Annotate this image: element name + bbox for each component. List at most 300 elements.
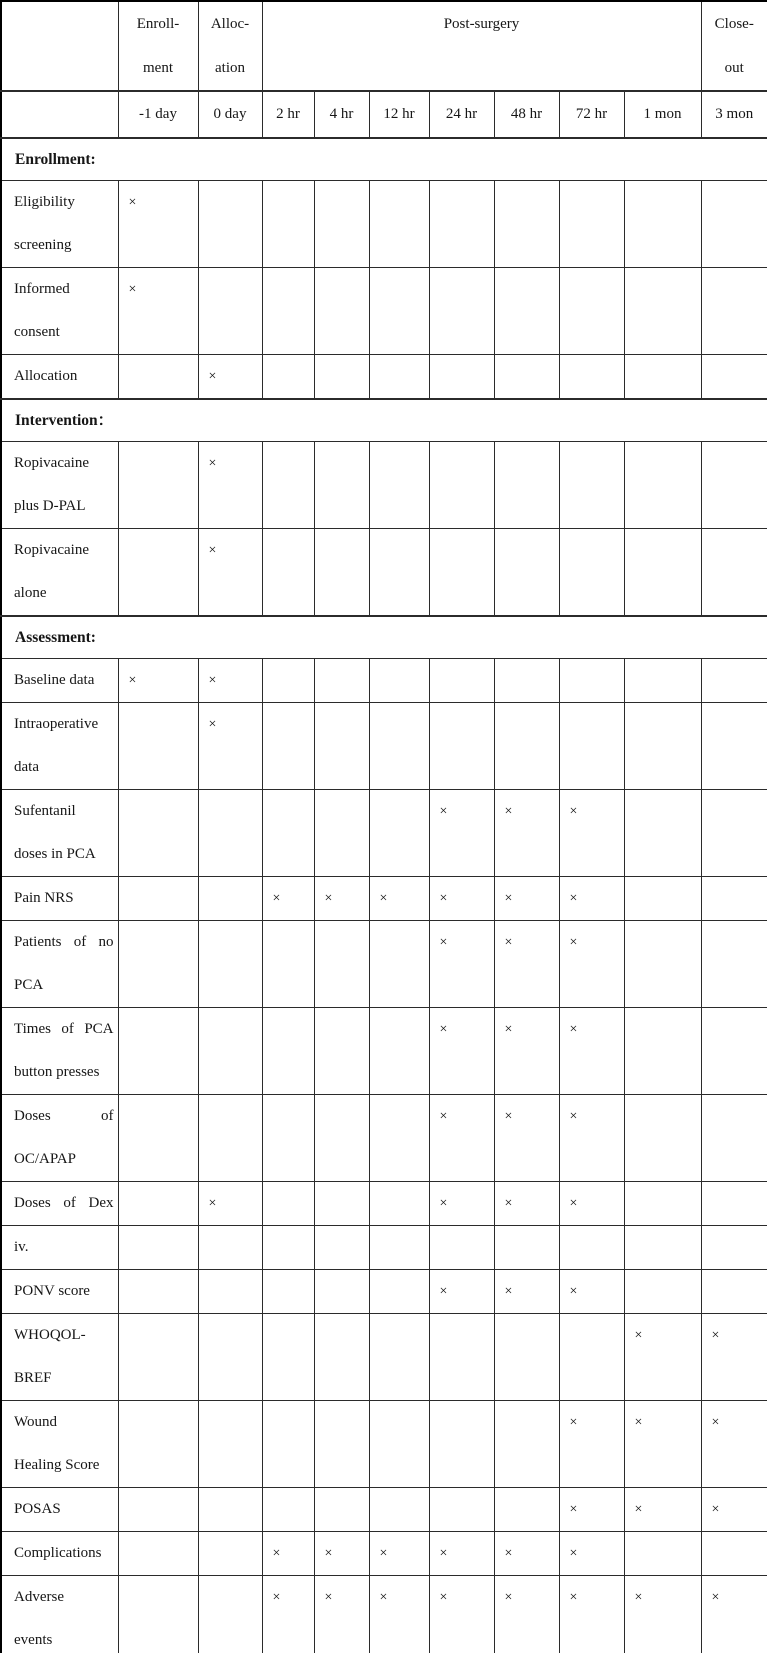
- x-mark: ×: [569, 1196, 578, 1211]
- mark-cell-48-hr: [494, 1270, 559, 1314]
- mark-cell-2-hr: [262, 877, 314, 921]
- x-mark: ×: [504, 804, 513, 819]
- table-row-adverse-events: [1, 1576, 767, 1653]
- empty-cell: [314, 268, 369, 355]
- section-header-assessment: [1, 616, 767, 659]
- table-row-ropivacaine-plus-d-pal: [1, 442, 767, 529]
- empty-cell: [559, 1314, 624, 1401]
- mark-cell-4-hr: [314, 877, 369, 921]
- empty-cell: [369, 1314, 429, 1401]
- x-mark: ×: [439, 1022, 448, 1037]
- section-label: Assessment:: [15, 629, 96, 646]
- empty-cell: [494, 181, 559, 268]
- empty-cell: [118, 877, 198, 921]
- row-label-line: iv.: [14, 1239, 29, 1255]
- empty-cell: [624, 1226, 701, 1270]
- row-label-line: Times of PCA: [14, 1021, 114, 1037]
- time-label: 3 mon: [715, 106, 754, 122]
- empty-cell: [262, 1401, 314, 1488]
- empty-cell: [701, 790, 767, 877]
- mark-cell-24-hr: [429, 1182, 494, 1226]
- empty-cell: [262, 1314, 314, 1401]
- empty-cell: [624, 877, 701, 921]
- empty-cell: [314, 1314, 369, 1401]
- mark-cell-0-day: [198, 703, 262, 790]
- empty-cell: [118, 442, 198, 529]
- empty-cell: [494, 1226, 559, 1270]
- empty-cell: [559, 1226, 624, 1270]
- mark-cell-72-hr: [559, 1488, 624, 1532]
- time-label: 2 hr: [276, 106, 300, 122]
- empty-cell: [198, 877, 262, 921]
- empty-cell: [624, 1095, 701, 1182]
- row-label-pain-nrs: [1, 877, 118, 921]
- row-label-line: Doses of: [14, 1108, 114, 1124]
- table-row-patients-of-no-pca: [1, 921, 767, 1008]
- empty-cell: [314, 790, 369, 877]
- row-label-complications: [1, 1532, 118, 1576]
- empty-cell: [118, 703, 198, 790]
- mark-cell-4-hr: [314, 1576, 369, 1653]
- mark-cell-72-hr: [559, 921, 624, 1008]
- empty-cell: [369, 529, 429, 617]
- x-mark: ×: [324, 1546, 333, 1561]
- section-header-enrollment: [1, 138, 767, 181]
- empty-cell: [624, 1270, 701, 1314]
- empty-cell: [624, 268, 701, 355]
- time-header-3-mon: [701, 91, 767, 138]
- x-mark: ×: [569, 1109, 578, 1124]
- x-mark: ×: [504, 935, 513, 950]
- x-mark: ×: [634, 1590, 643, 1605]
- row-label-line: plus D-PAL: [14, 498, 86, 514]
- empty-cell: [369, 268, 429, 355]
- empty-cell: [494, 355, 559, 400]
- empty-cell: [118, 1532, 198, 1576]
- mark-cell-3-mon: [701, 1314, 767, 1401]
- row-label-line: doses in PCA: [14, 846, 96, 862]
- x-mark: ×: [272, 891, 281, 906]
- empty-cell: [118, 1488, 198, 1532]
- empty-cell: [314, 1401, 369, 1488]
- empty-cell: [559, 659, 624, 703]
- empty-cell: [198, 1532, 262, 1576]
- empty-cell: [429, 442, 494, 529]
- empty-cell: [494, 703, 559, 790]
- mark-cell-0-day: [198, 529, 262, 617]
- x-mark: ×: [711, 1328, 720, 1343]
- empty-cell: [701, 1008, 767, 1095]
- x-mark: ×: [324, 891, 333, 906]
- mark-cell-72-hr: [559, 790, 624, 877]
- section-row-intervention: [1, 399, 767, 442]
- x-mark: ×: [569, 935, 578, 950]
- row-label-informed-consent: [1, 268, 118, 355]
- x-mark: ×: [208, 673, 217, 688]
- empty-cell: [369, 659, 429, 703]
- table-row-iv: [1, 1226, 767, 1270]
- mark-cell-48-hr: [494, 877, 559, 921]
- x-mark: ×: [208, 717, 217, 732]
- empty-cell: [559, 355, 624, 400]
- mark-cell-72-hr: [559, 1401, 624, 1488]
- row-label-line: Pain NRS: [14, 890, 74, 906]
- time-label: 12 hr: [383, 106, 415, 122]
- empty-cell: [701, 659, 767, 703]
- table-row-intraoperative-data: [1, 703, 767, 790]
- section-row-enrollment: [1, 138, 767, 181]
- x-mark: ×: [272, 1590, 281, 1605]
- x-mark: ×: [569, 891, 578, 906]
- stage-label-line: out: [724, 60, 744, 76]
- row-label-sufentanil-doses-in-pca: [1, 790, 118, 877]
- x-mark: ×: [379, 1546, 388, 1561]
- empty-cell: [198, 1270, 262, 1314]
- time-header-row: [1, 91, 767, 138]
- row-label-iv: [1, 1226, 118, 1270]
- empty-cell: [494, 268, 559, 355]
- row-label-line: Doses of Dex: [14, 1195, 114, 1211]
- time-label: 48 hr: [510, 106, 543, 122]
- mark-cell-4-hr: [314, 1532, 369, 1576]
- row-label-line: Patients of no: [14, 934, 114, 950]
- row-label-line: alone: [14, 585, 47, 601]
- empty-cell: [369, 1008, 429, 1095]
- x-mark: ×: [569, 1415, 578, 1430]
- empty-cell: [429, 529, 494, 617]
- table-row-times-of-pca-button-presses: [1, 1008, 767, 1095]
- x-mark: ×: [504, 1196, 513, 1211]
- x-mark: ×: [569, 1022, 578, 1037]
- empty-cell: [494, 1401, 559, 1488]
- table-row-doses-of-dex: [1, 1182, 767, 1226]
- x-mark: ×: [208, 1196, 217, 1211]
- empty-cell: [262, 1182, 314, 1226]
- stage-header-post-surgery: [262, 1, 701, 91]
- row-label-patients-of-no-pca: [1, 921, 118, 1008]
- time-header-2-hr: [262, 91, 314, 138]
- mark-cell-24-hr: [429, 921, 494, 1008]
- stage-header-enroll-ment: [118, 1, 198, 91]
- empty-cell: [262, 921, 314, 1008]
- table-row-sufentanil-doses-in-pca: [1, 790, 767, 877]
- stage-header-row: [1, 1, 767, 91]
- mark-cell-1-mon: [624, 1314, 701, 1401]
- x-mark: ×: [711, 1502, 720, 1517]
- empty-cell: [624, 1182, 701, 1226]
- time-label: -1 day: [139, 106, 177, 122]
- empty-cell: [369, 355, 429, 400]
- empty-cell: [701, 529, 767, 617]
- mark-cell-3-mon: [701, 1401, 767, 1488]
- time-header-72-hr: [559, 91, 624, 138]
- time-header-4-hr: [314, 91, 369, 138]
- empty-cell: [701, 1095, 767, 1182]
- empty-cell: [624, 529, 701, 617]
- row-label-line: Complications: [14, 1545, 102, 1561]
- empty-cell: [198, 1401, 262, 1488]
- mark-cell-72-hr: [559, 1182, 624, 1226]
- row-label-line: WHOQOL-: [14, 1327, 86, 1343]
- empty-cell: [559, 268, 624, 355]
- x-mark: ×: [711, 1590, 720, 1605]
- empty-cell: [314, 1270, 369, 1314]
- empty-cell: [429, 1314, 494, 1401]
- empty-cell: [701, 1532, 767, 1576]
- row-label-line: screening: [14, 237, 72, 253]
- mark-cell-1-mon: [624, 1576, 701, 1653]
- mark-cell-0-day: [198, 355, 262, 400]
- empty-cell: [314, 1008, 369, 1095]
- stage-label-line: Close-: [714, 16, 754, 32]
- empty-cell: [118, 1401, 198, 1488]
- section-label: Enrollment:: [15, 151, 96, 168]
- empty-cell: [314, 703, 369, 790]
- empty-cell: [118, 1314, 198, 1401]
- empty-cell: [624, 921, 701, 1008]
- empty-cell: [701, 1270, 767, 1314]
- empty-cell: [118, 1270, 198, 1314]
- table-row-pain-nrs: [1, 877, 767, 921]
- row-label-line: events: [14, 1632, 53, 1648]
- row-label-wound-healing-score: [1, 1401, 118, 1488]
- table-row-posas: [1, 1488, 767, 1532]
- row-label-line: Wound: [14, 1414, 57, 1430]
- x-mark: ×: [569, 804, 578, 819]
- x-mark: ×: [504, 891, 513, 906]
- row-label-line: OC/APAP: [14, 1151, 76, 1167]
- empty-cell: [118, 529, 198, 617]
- x-mark: ×: [439, 804, 448, 819]
- x-mark: ×: [504, 1284, 513, 1299]
- mark-cell-1-day: [118, 659, 198, 703]
- row-label-times-of-pca-button-presses: [1, 1008, 118, 1095]
- table-row-wound-healing-score: [1, 1401, 767, 1488]
- x-mark: ×: [634, 1328, 643, 1343]
- x-mark: ×: [504, 1546, 513, 1561]
- empty-cell: [198, 790, 262, 877]
- mark-cell-0-day: [198, 442, 262, 529]
- empty-cell: [262, 1226, 314, 1270]
- stage-label-line: Enroll-: [136, 16, 180, 32]
- empty-cell: [624, 181, 701, 268]
- time-header-0-day: [198, 91, 262, 138]
- row-label-line: button presses: [14, 1064, 100, 1080]
- row-label-line: Ropivacaine: [14, 542, 89, 558]
- mark-cell-48-hr: [494, 1095, 559, 1182]
- empty-cell: [701, 703, 767, 790]
- empty-cell: [198, 1008, 262, 1095]
- empty-cell: [314, 442, 369, 529]
- row-label-line: Informed: [14, 281, 70, 297]
- mark-cell-48-hr: [494, 790, 559, 877]
- mark-cell-72-hr: [559, 1532, 624, 1576]
- empty-cell: [262, 790, 314, 877]
- x-mark: ×: [504, 1109, 513, 1124]
- empty-cell: [429, 355, 494, 400]
- empty-cell: [494, 1488, 559, 1532]
- mark-cell-1-day: [118, 181, 198, 268]
- empty-cell: [314, 659, 369, 703]
- empty-cell: [262, 355, 314, 400]
- empty-cell: [118, 1095, 198, 1182]
- empty-cell: [198, 1488, 262, 1532]
- mark-cell-48-hr: [494, 1182, 559, 1226]
- empty-cell: [624, 1532, 701, 1576]
- empty-cell: [262, 1270, 314, 1314]
- row-label-doses-of-oc-apap: [1, 1095, 118, 1182]
- section-label: Intervention：: [15, 412, 114, 429]
- mark-cell-72-hr: [559, 1270, 624, 1314]
- mark-cell-12-hr: [369, 1576, 429, 1653]
- time-label: 1 mon: [643, 106, 682, 122]
- x-mark: ×: [128, 673, 137, 688]
- row-label-baseline-data: [1, 659, 118, 703]
- row-label-line: Eligibility: [14, 194, 75, 210]
- mark-cell-3-mon: [701, 1576, 767, 1653]
- row-label-ponv-score: [1, 1270, 118, 1314]
- empty-cell: [262, 181, 314, 268]
- empty-cell: [701, 1182, 767, 1226]
- empty-cell: [701, 442, 767, 529]
- row-label-adverse-events: [1, 1576, 118, 1653]
- empty-cell: [624, 442, 701, 529]
- x-mark: ×: [569, 1546, 578, 1561]
- empty-cell: [262, 268, 314, 355]
- empty-cell: [369, 1488, 429, 1532]
- empty-cell: [118, 1226, 198, 1270]
- empty-cell: [369, 1270, 429, 1314]
- time-header-1-mon: [624, 91, 701, 138]
- x-mark: ×: [634, 1502, 643, 1517]
- corner-cell: [1, 1, 118, 91]
- table-row-whoqol-bref: [1, 1314, 767, 1401]
- x-mark: ×: [439, 891, 448, 906]
- mark-cell-24-hr: [429, 1095, 494, 1182]
- x-mark: ×: [569, 1502, 578, 1517]
- empty-cell: [118, 1008, 198, 1095]
- row-label-line: PCA: [14, 977, 44, 993]
- x-mark: ×: [208, 543, 217, 558]
- row-label-intraoperative-data: [1, 703, 118, 790]
- empty-cell: [314, 1226, 369, 1270]
- stage-label-line: [2, 2, 118, 46]
- mark-cell-24-hr: [429, 1576, 494, 1653]
- stage-header-close-out: [701, 1, 767, 91]
- empty-cell: [262, 1095, 314, 1182]
- mark-cell-24-hr: [429, 1532, 494, 1576]
- x-mark: ×: [208, 369, 217, 384]
- empty-cell: [314, 1488, 369, 1532]
- mark-cell-0-day: [198, 1182, 262, 1226]
- empty-cell: [262, 703, 314, 790]
- empty-cell: [624, 659, 701, 703]
- x-mark: ×: [439, 1109, 448, 1124]
- section-header-intervention: [1, 399, 767, 442]
- mark-cell-48-hr: [494, 1576, 559, 1653]
- empty-cell: [314, 1182, 369, 1226]
- empty-cell: [494, 1314, 559, 1401]
- stage-label-line: Post-surgery: [443, 16, 520, 32]
- table-row-ropivacaine-alone: [1, 529, 767, 617]
- x-mark: ×: [711, 1415, 720, 1430]
- empty-cell: [369, 1226, 429, 1270]
- empty-cell: [624, 1008, 701, 1095]
- empty-cell: [429, 659, 494, 703]
- mark-cell-24-hr: [429, 877, 494, 921]
- empty-cell: [369, 1182, 429, 1226]
- row-label-line: Baseline data: [14, 672, 95, 688]
- x-mark: ×: [379, 1590, 388, 1605]
- empty-cell: [118, 790, 198, 877]
- mark-cell-24-hr: [429, 1008, 494, 1095]
- row-label-eligibility-screening: [1, 181, 118, 268]
- mark-cell-48-hr: [494, 1532, 559, 1576]
- time-header-48-hr: [494, 91, 559, 138]
- table-row-doses-of-oc-apap: [1, 1095, 767, 1182]
- empty-cell: [314, 181, 369, 268]
- empty-cell: [559, 181, 624, 268]
- x-mark: ×: [439, 1284, 448, 1299]
- stage-label-line: Alloc-: [210, 16, 250, 32]
- empty-cell: [262, 659, 314, 703]
- mark-cell-48-hr: [494, 921, 559, 1008]
- empty-cell: [314, 355, 369, 400]
- row-label-posas: [1, 1488, 118, 1532]
- time-header-12-hr: [369, 91, 429, 138]
- row-label-ropivacaine-plus-d-pal: [1, 442, 118, 529]
- row-label-line: POSAS: [14, 1501, 61, 1517]
- mark-cell-48-hr: [494, 1008, 559, 1095]
- empty-cell: [369, 703, 429, 790]
- row-label-doses-of-dex: [1, 1182, 118, 1226]
- empty-cell: [262, 1008, 314, 1095]
- row-label-line: Sufentanil: [14, 803, 76, 819]
- empty-cell: [118, 1576, 198, 1653]
- empty-cell: [559, 529, 624, 617]
- empty-cell: [559, 442, 624, 529]
- x-mark: ×: [504, 1590, 513, 1605]
- empty-cell: [314, 1095, 369, 1182]
- mark-cell-1-mon: [624, 1401, 701, 1488]
- empty-cell: [369, 1095, 429, 1182]
- empty-cell: [429, 181, 494, 268]
- row-label-line: Healing Score: [14, 1457, 100, 1473]
- table-body: [1, 138, 767, 1653]
- mark-cell-1-day: [118, 268, 198, 355]
- mark-cell-12-hr: [369, 1532, 429, 1576]
- row-label-line: Allocation: [14, 368, 78, 384]
- table-row-informed-consent: [1, 268, 767, 355]
- mark-cell-72-hr: [559, 1008, 624, 1095]
- section-row-assessment: [1, 616, 767, 659]
- x-mark: ×: [128, 282, 137, 297]
- mark-cell-2-hr: [262, 1576, 314, 1653]
- empty-cell: [369, 442, 429, 529]
- x-mark: ×: [439, 935, 448, 950]
- empty-cell: [701, 355, 767, 400]
- x-mark: ×: [504, 1022, 513, 1037]
- empty-cell: [369, 1401, 429, 1488]
- empty-cell: [624, 703, 701, 790]
- empty-cell: [624, 355, 701, 400]
- table-row-baseline-data: [1, 659, 767, 703]
- x-mark: ×: [208, 456, 217, 471]
- stage-header-alloc-ation: [198, 1, 262, 91]
- empty-cell: [369, 921, 429, 1008]
- time-header-24-hr: [429, 91, 494, 138]
- empty-cell: [262, 1488, 314, 1532]
